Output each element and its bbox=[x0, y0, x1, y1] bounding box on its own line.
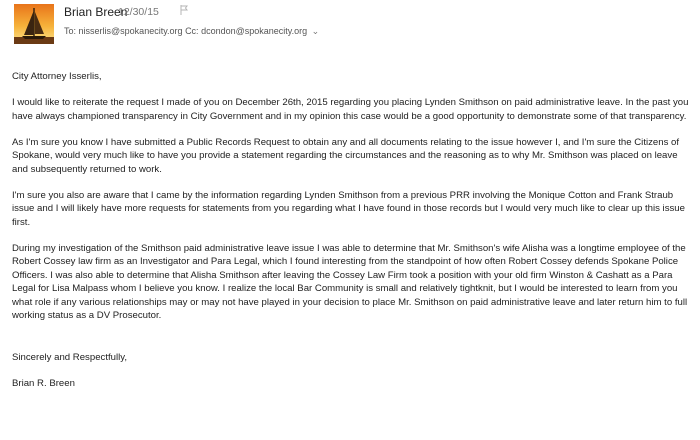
sender-avatar[interactable] bbox=[14, 4, 54, 44]
to-address[interactable]: nisserlis@spokanecity.org bbox=[78, 26, 183, 36]
flag-icon[interactable] bbox=[180, 5, 188, 18]
body-paragraph: I'm sure you also are aware that I came by the information regarding Lynden Smithson from a previous PRR involving the Monique Cotton and Frank Straub issue and I will likely have more requests for statements from you regarding what I have found in those records but I would very much like to clear up this issue first. bbox=[12, 189, 685, 228]
signature: Brian R. Breen bbox=[12, 377, 75, 389]
cc-address[interactable]: dcondon@spokanecity.org bbox=[201, 26, 308, 36]
sender-name[interactable]: Brian Breen bbox=[64, 5, 128, 19]
message-body bbox=[12, 70, 692, 403]
sailboat-sunset-photo bbox=[14, 4, 54, 44]
to-label: To: bbox=[64, 26, 77, 36]
body-paragraph: I would like to reiterate the request I made of you on December 26th, 2015 regarding you placing Lynden Smithson on paid administrative leave. In the past you have always championed transparency in City Government and in my opinion this case would be a good opportunity to demonstrate some of that transparency. bbox=[12, 97, 689, 122]
body-paragraph: During my investigation of the Smithson paid administrative leave issue I was able to determine that Mr. Smithson's wife Alisha was a longtime employee of the Robert Cossey law firm as an Investigator and Para Legal, which I found interesting from the standpoint of how often Robert Cossey defends Spokane Police Officers. I was also able to determine that Alisha Smithson after leaving the Cossey Law Firm took a position with your old firm Winston & Cashatt as a Para Legal for Lisa Malpass whom I believe you know. I realize the local Bar Community is small and relatively tightknit, but I would be interested to learn from you what role if any various relationships may or may not have played in your decision to place Mr. Smithson on paid administrative leave and later return him to full working status as a DV Prosecutor. bbox=[12, 242, 688, 321]
sent-date: 12/30/15 bbox=[118, 6, 159, 18]
recipients-line bbox=[64, 26, 319, 37]
closing: Sincerely and Respectfully, bbox=[12, 351, 128, 363]
greeting: City Attorney Isserlis, bbox=[12, 71, 102, 82]
chevron-down-icon[interactable]: ⌄ bbox=[311, 26, 320, 36]
message-header bbox=[0, 0, 700, 46]
cc-label: Cc: bbox=[185, 26, 199, 36]
body-paragraph: As I'm sure you know I have submitted a Public Records Request to obtain any and all documents relating to the issue however I, and I'm sure the Citizens of Spokane, would very much like to have you provide a statement regarding the circumstances and the reasoning as to why Mr. Smithson was placed on leave and subsequently returned to work. bbox=[12, 136, 680, 175]
